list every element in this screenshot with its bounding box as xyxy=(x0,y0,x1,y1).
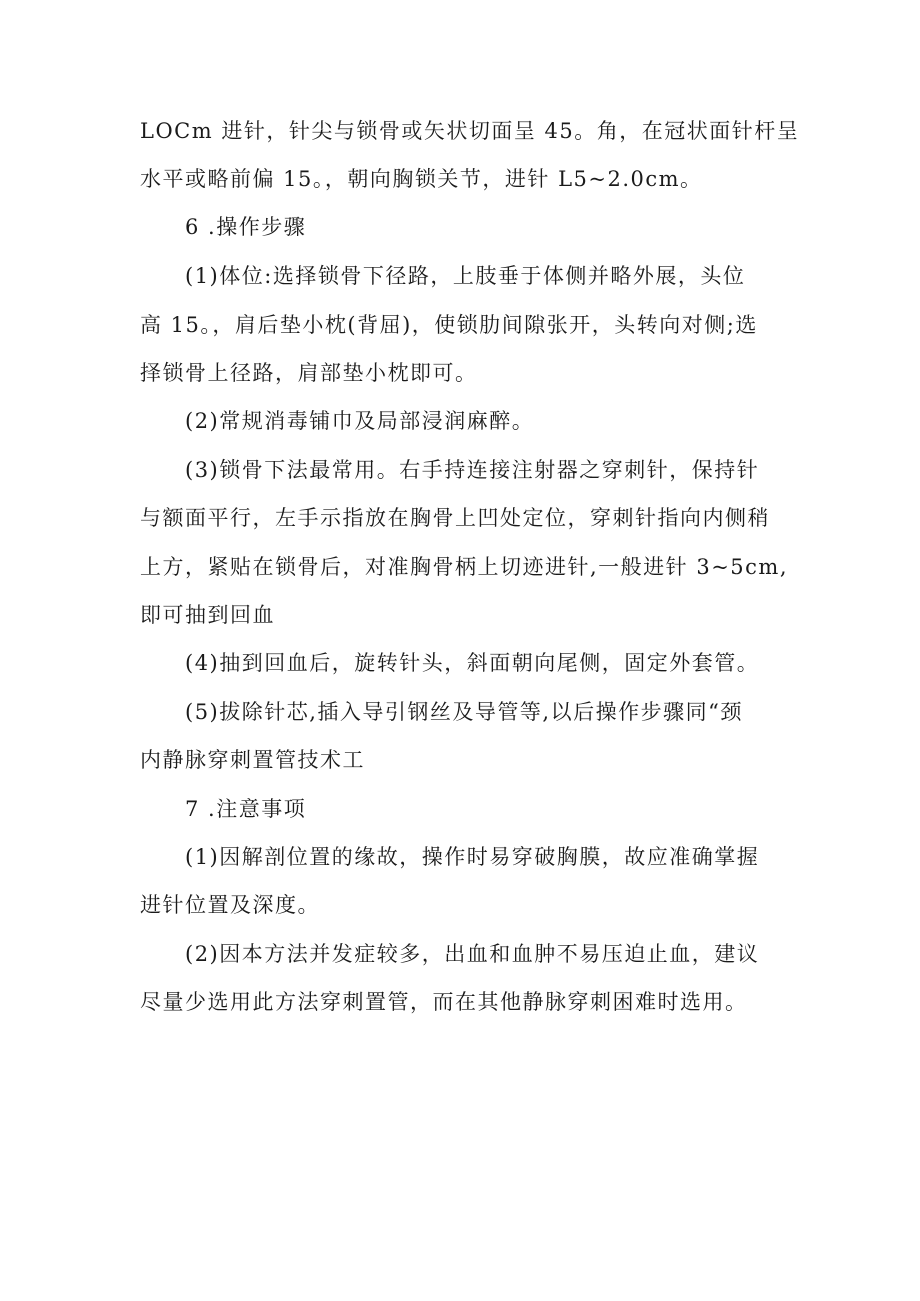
section-heading-steps: 6 .操作步骤 xyxy=(185,215,307,239)
paragraph-line: 与额面平行，左手示指放在胸骨上凹处定位，穿刺针指向内侧稍 xyxy=(140,506,770,530)
paragraph-line: 上方，紧贴在锁骨后，对准胸骨柄上切迹进针,一般进针 3~5cm, xyxy=(140,555,789,579)
paragraph-line: (5)拔除针芯,插入导引钢丝及导管等,以后操作步骤同“颈 xyxy=(185,700,743,724)
paragraph-line: 内静脉穿刺置管技术工 xyxy=(140,748,365,772)
paragraph-line: 水平或略前偏 15。，朝向胸锁关节，进针 L5~2.0cm。 xyxy=(140,167,703,191)
paragraph-line: 择锁骨上径路，肩部垫小枕即可。 xyxy=(140,361,478,385)
paragraph-line: (2)因本方法并发症较多，出血和血肿不易压迫止血，建议 xyxy=(185,942,760,966)
paragraph-line: LOCm 进针，针尖与锁骨或矢状切面呈 45。角，在冠状面针杆呈 xyxy=(140,119,800,143)
paragraph-line: 即可抽到回血 xyxy=(140,603,275,627)
section-heading-notes: 7 .注意事项 xyxy=(185,797,307,821)
paragraph-line: (1)因解剖位置的缘故，操作时易穿破胸膜，故应准确掌握 xyxy=(185,845,760,869)
paragraph-line: (2)常规消毒铺巾及局部浸润麻醉。 xyxy=(185,409,535,433)
paragraph-line: (4)抽到回血后，旋转针头，斜面朝向尾侧，固定外套管。 xyxy=(185,651,760,675)
paragraph-line: 高 15。，肩后垫小枕(背屈)，使锁肋间隙张开，头转向对侧;选 xyxy=(140,313,758,337)
paragraph-line: (1)体位:选择锁骨下径路，上肢垂于体侧并略外展，头位 xyxy=(185,264,746,288)
paragraph-line: 尽量少选用此方法穿刺置管，而在其他静脉穿刺困难时选用。 xyxy=(140,990,748,1014)
paragraph-line: 进针位置及深度。 xyxy=(140,893,320,917)
paragraph-line: (3)锁骨下法最常用。右手持连接注射器之穿刺针，保持针 xyxy=(185,458,760,482)
